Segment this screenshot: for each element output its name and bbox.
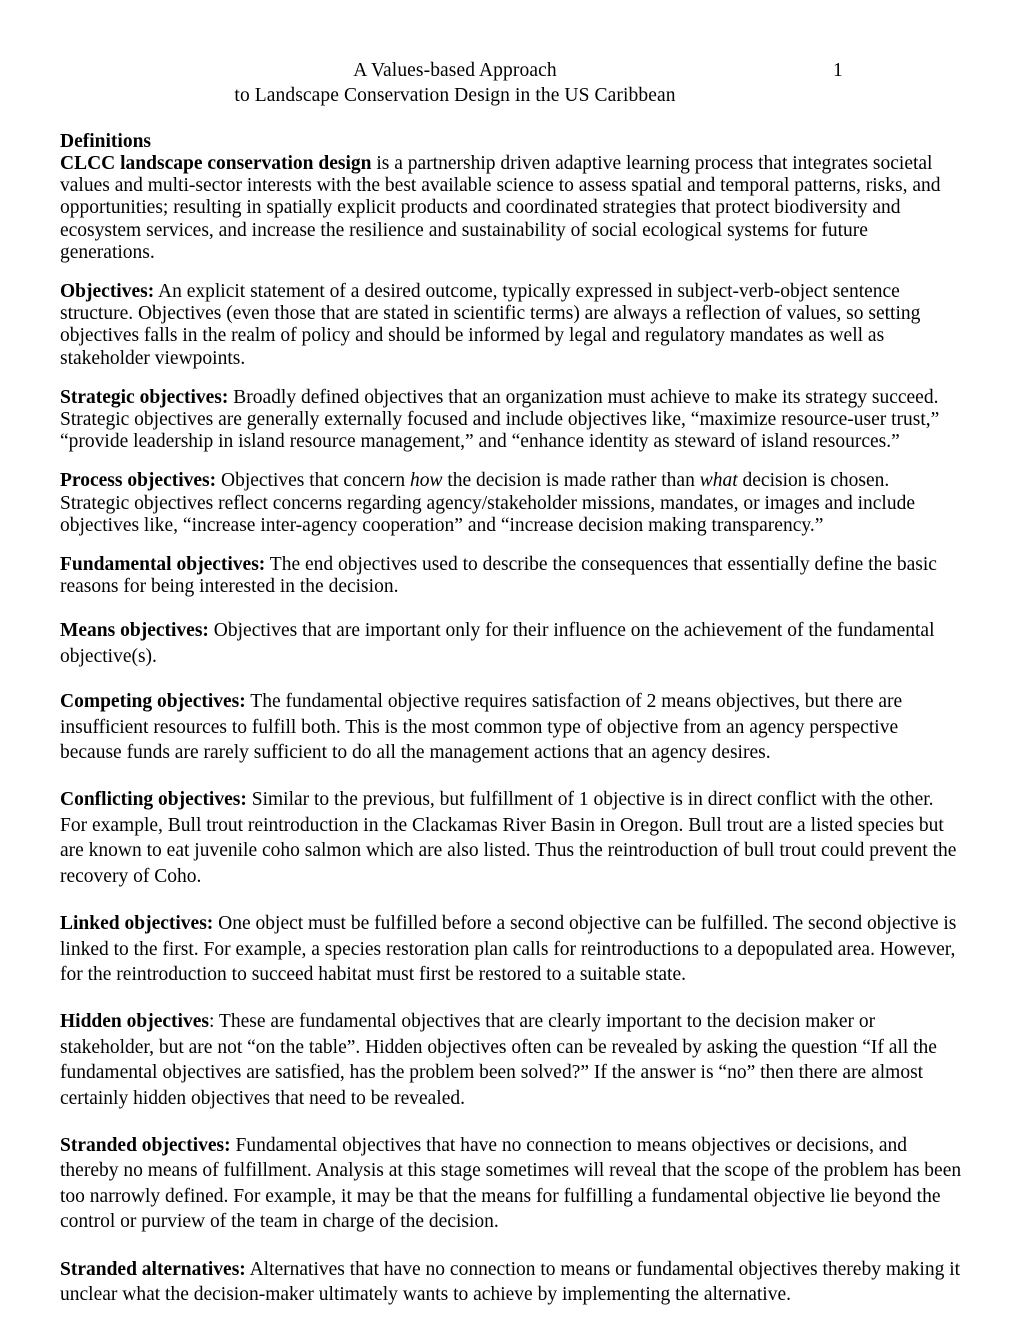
term-stranded-alternatives: Stranded alternatives:	[60, 1258, 246, 1280]
definitions-heading: Definitions	[60, 131, 152, 152]
body-fundamental-objectives: The end objectives used to describe the consequences that essentially define the basic reasons for being interested in the decision.	[60, 554, 937, 598]
body-stranded-objectives: Fundamental objectives that have no connection to means objectives or decisions, and thereby no means of fulfillment. Analysis at this stage sometimes will reveal that the scope of the problem has been too narrowly defined. For example, it may be that the means for fulfilling a fundamental objective lie beyond the control or purview of the team in charge of the decision.	[60, 1134, 962, 1233]
paragraph-strategic-objectives	[60, 387, 963, 454]
document-title-line-1: A Values-based Approach	[353, 60, 557, 81]
paragraph-conflicting-objectives	[60, 787, 963, 889]
paragraph-gap	[60, 453, 963, 470]
paragraph-means-objectives	[60, 618, 963, 669]
body-clcc: is a partnership driven adaptive learning process that integrates societal values and multi-sector interests with the best available science to assess spatial and temporal patterns, risks, and opportunities; resulting in spatially explicit products and coordinated strategies that protect biodiversity and ecosystem services, and increase the resilience and sustainability of social ecological systems for future generations.	[60, 153, 941, 263]
emphasis-what: what	[699, 470, 738, 492]
body-hidden-objectives: : These are fundamental objectives that are clearly important to the decision maker or stakeholder, but are not “on the table”. Hidden objectives often can be revealed by asking the question “If all the fundamental objectives are satisfied, has the problem been solved?” If the answer is “no” then there are almost certainly hidden objectives that need to be revealed.	[60, 1011, 937, 1109]
term-objectives: Objectives:	[60, 281, 155, 303]
body-process-objectives-3: decision is chosen. Strategic objectives reflect concerns regarding agency/stakeholder missions, mandates, or images and include objectives like, “increase inter-agency cooperation” and “increase decision making transparency.”	[60, 470, 915, 536]
body-linked-objectives: One object must be fulfilled before a second objective can be fulfilled. The second objective is linked to the first. For example, a species restoration plan calls for reintroductions to a depopulated area. However, for the reintroduction to succeed habitat must first be restored to a suitable state.	[60, 913, 957, 985]
page-number: 1	[833, 60, 843, 81]
paragraph-gap	[60, 264, 963, 281]
body-means-objectives: Objectives that are important only for their influence on the achievement of the fundamental objective(s).	[60, 620, 935, 667]
paragraph-gap	[60, 537, 963, 554]
paragraph-gap	[60, 765, 963, 787]
paragraph-process-objectives	[60, 470, 963, 537]
body-strategic-objectives: Broadly defined objectives that an organization must achieve to make its strategy succeed. Strategic objectives are generally externally focused and include objectives like, “maximize resource-user trust,” “provide leadership in island resource management,” and “enhance identity as steward of island resources.”	[60, 386, 940, 453]
term-conflicting-objectives: Conflicting objectives:	[60, 789, 247, 811]
paragraph-gap	[60, 889, 963, 911]
paragraph-clcc	[60, 153, 963, 264]
body-conflicting-objectives: Similar to the previous, but fulfillment of 1 objective is in direct conflict with the other. For example, Bull trout reintroduction in the Clackamas River Basin in Oregon. Bull trout are a listed species but are known to eat juvenile coho salmon which are also listed. Thus the reintroduction of bull trout could prevent the recovery of Coho.	[60, 789, 957, 887]
term-process-objectives: Process objectives:	[60, 470, 217, 492]
paragraph-competing-objectives	[60, 689, 963, 765]
document-title-line-2: to Landscape Conservation Design in the US Caribbean	[234, 85, 676, 106]
paragraph-gap	[60, 1111, 963, 1133]
paragraph-gap	[60, 370, 963, 387]
paragraph-stranded-objectives	[60, 1133, 963, 1235]
term-strategic-objectives: Strategic objectives:	[60, 386, 229, 408]
term-clcc: CLCC landscape conservation design	[60, 153, 372, 174]
paragraph-gap	[60, 987, 963, 1009]
body-process-objectives-1: Objectives that concern	[216, 470, 410, 492]
document-body	[60, 131, 963, 1307]
term-competing-objectives: Competing objectives:	[60, 691, 246, 713]
document-title	[60, 58, 850, 108]
term-linked-objectives: Linked objectives:	[60, 913, 214, 935]
body-stranded-alternatives: Alternatives that have no connection to means or fundamental objectives thereby making it unclear what the decision-maker ultimately wants to achieve by implementing the alternative.	[60, 1258, 961, 1305]
paragraph-gap	[60, 598, 963, 618]
body-competing-objectives: The fundamental objective requires satisfaction of 2 means objectives, but there are insufficient resources to fulfill both. This is the most common type of objective from an agency perspective because funds are rarely sufficient to do all the management actions that an agency desires.	[60, 691, 903, 764]
body-objectives: An explicit statement of a desired outcome, typically expressed in subject-verb-object sentence structure. Objectives (even those that are stated in scientific terms) are always a reflection of values, so setting objectives falls in the realm of policy and should be informed by legal and regulatory mandates as well as stakeholder viewpoints.	[60, 281, 921, 369]
term-fundamental-objectives: Fundamental objectives:	[60, 554, 266, 576]
page-header	[60, 58, 960, 112]
term-stranded-objectives: Stranded objectives:	[60, 1134, 231, 1156]
term-means-objectives: Means objectives:	[60, 620, 209, 642]
paragraph-hidden-objectives	[60, 1009, 963, 1111]
term-hidden-objectives: Hidden objectives	[60, 1011, 209, 1033]
emphasis-how: how	[409, 470, 443, 492]
paragraph-gap	[60, 1235, 963, 1257]
paragraph-objectives	[60, 281, 963, 370]
paragraph-gap	[60, 669, 963, 689]
paragraph-stranded-alternatives	[60, 1257, 963, 1308]
body-process-objectives-2: the decision is made rather than	[442, 470, 700, 492]
paragraph-linked-objectives	[60, 911, 963, 987]
paragraph-fundamental-objectives	[60, 554, 963, 598]
